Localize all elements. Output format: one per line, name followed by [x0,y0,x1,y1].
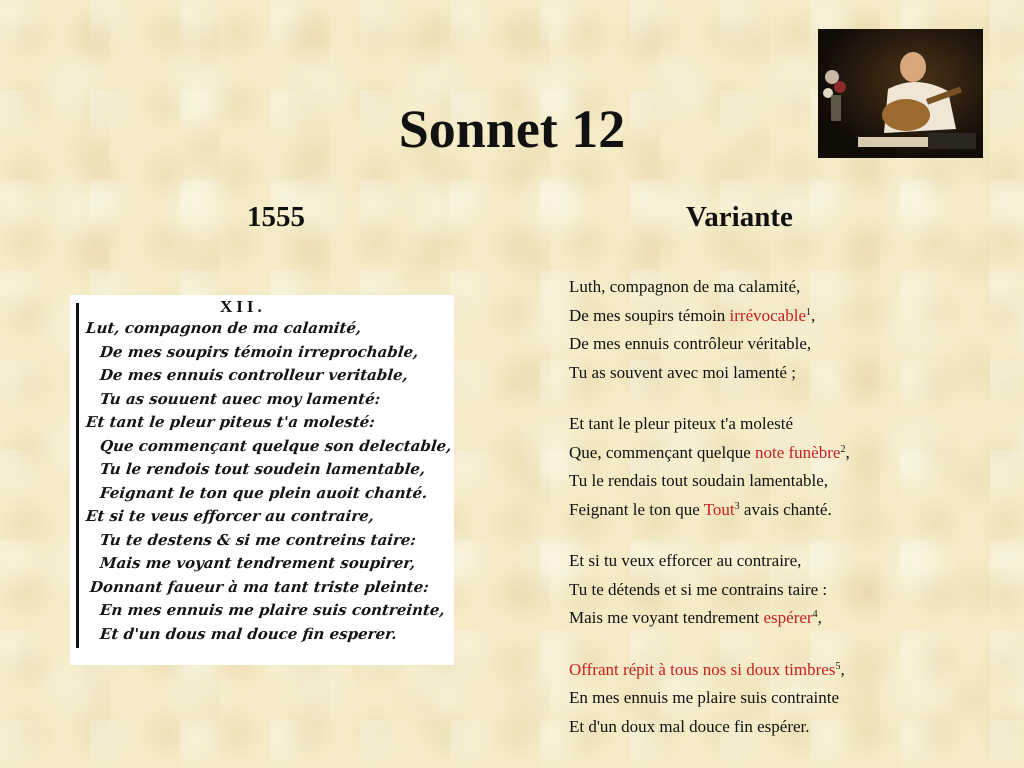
lute-player-painting [818,29,983,158]
facsimile-line: Et tant le pleur piteus t'a molesté: [85,413,376,431]
facsimile-line: En mes ennuis me plaire suis contreinte, [99,601,446,619]
heading-1555: 1555 [247,201,305,233]
facsimile-line: Que commençant quelque son delectable, [99,436,453,455]
footnote-marker: 4 [812,609,818,620]
facsimile-line: De mes soupirs témoin irreprochable, [99,342,420,361]
verse-line: Et tant le pleur piteux t'a molesté [569,414,793,433]
sonnet-facsimile [70,295,454,665]
stanza [569,410,850,524]
verse-line: Que, commençant quelque note funèbre$^2$, [569,442,850,462]
facsimile-heading: XII. [220,297,266,316]
facsimile-line: Mais me voyant tendrement soupirer, [99,554,417,572]
footnote-marker: 5 [835,660,841,672]
stanza [569,547,850,633]
facsimile-line: De mes ennuis controlleur veritable, [99,366,409,384]
highlighted-word: note funèbre [755,442,841,462]
verse-line: Mais me voyant tendrement espérer$^4$, [569,608,822,627]
facsimile-line: Et d'un dous mal douce fin esperer. [99,624,398,643]
verse-line: De mes soupirs témoin irrévocable$^1$, [569,305,816,325]
stanza [569,656,850,742]
facsimile-line: Lut, compagnon de ma calamité, [85,319,363,337]
highlighted-word: espérer [763,608,813,627]
highlighted-word: Tout [703,499,735,519]
verse-line: Et d'un doux mal douce fin espérer. [569,716,810,736]
highlighted-word: irrévocable [729,305,806,325]
footnote-marker: 3 [734,500,740,512]
heading-variante: Variante [686,201,793,233]
facsimile-line: Tu le rendois tout soudein lamentable, [99,460,427,478]
verse-line: Tu te détends et si me contrains taire : [569,579,828,599]
highlighted-word: Offrant répit à tous nos si doux timbres [569,659,836,679]
verse-line: De mes ennuis contrôleur véritable, [569,334,812,353]
verse-line: Feignant le ton que Tout$^3$ avais chanté. [569,499,832,519]
facsimile-line: Donnant faueur à ma tant triste pleinte: [89,577,430,596]
facsimile-margin-rule [76,303,79,648]
footnote-marker: 2 [840,443,846,455]
facsimile-line: Tu as souuent auec moy lamenté: [99,389,382,408]
variante-text [569,273,850,764]
verse-line: Offrant répit à tous nos si doux timbres$^5$, [569,659,845,679]
verse-line: Luth, compagnon de ma calamité, [569,277,801,296]
facsimile-lines [86,317,451,646]
facsimile-line: Tu te destens & si me contreins taire: [99,530,417,549]
facsimile-line: Et si te veus efforcer au contraire, [85,507,375,525]
facsimile-line: Feignant le ton que plein auoit chanté. [99,483,429,502]
verse-line: Tu le rendais tout soudain lamentable, [569,471,829,490]
verse-line: Et si tu veux efforcer au contraire, [569,551,802,570]
footnote-marker: 1 [806,306,811,318]
slide-title: Sonnet 12 [398,99,626,160]
stanza [569,273,850,387]
verse-line: Tu as souvent avec moi lamenté ; [569,362,796,382]
verse-line: En mes ennuis me plaire suis contrainte [569,688,840,707]
